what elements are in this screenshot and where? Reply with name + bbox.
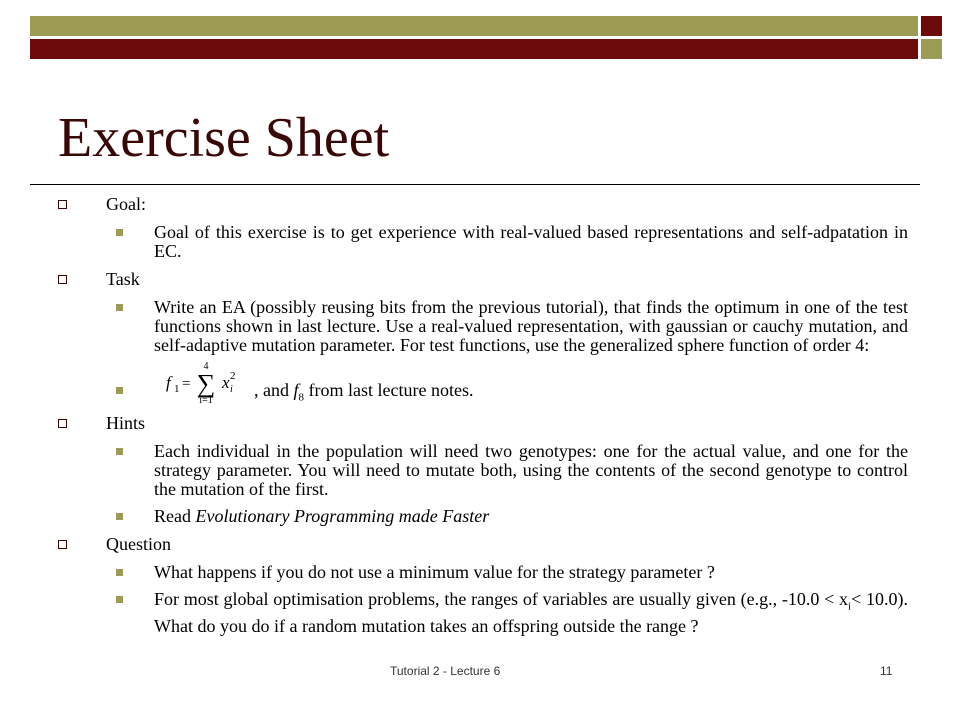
svg-text:2: 2 xyxy=(230,370,236,382)
svg-text:4: 4 xyxy=(203,361,209,372)
square-bullet-icon xyxy=(116,229,123,236)
sphere-function-formula xyxy=(166,361,248,403)
section-goal xyxy=(58,194,908,215)
header-square-olive xyxy=(921,39,942,59)
list-item: What happens if you do not use a minimum value for the strategy parameter ? xyxy=(58,563,908,582)
list-item: Write an EA (possibly reusing bits from the previous tutorial), that finds the optimum in one of the test functions shown in last lecture. Use a real-valued representation, with gaussian or cauchy mutation, and self-adaptive mutation parameter. For test functions, use the generalized sphere function of order 4: xyxy=(58,298,908,355)
section-task xyxy=(58,269,908,290)
page-number: 11 xyxy=(880,664,893,678)
list-item: Each individual in the population will need two genotypes: one for the actual value, and one for the strategy parameter. You will need to mutate both, using the contents of the second genotype to control the mutation of the first. xyxy=(58,442,908,499)
svg-text:x: x xyxy=(222,373,230,392)
square-bullet-icon xyxy=(116,513,123,520)
square-bullet-icon xyxy=(58,419,67,428)
footer-text: Tutorial 2 - Lecture 6 xyxy=(390,664,501,678)
list-item: Read Evolutionary Programming made Faster xyxy=(58,507,908,526)
square-bullet-icon xyxy=(116,569,123,576)
paper-title: Evolutionary Programming made Faster xyxy=(195,506,490,526)
section-question xyxy=(58,534,908,555)
svg-text:f: f xyxy=(166,373,171,392)
square-bullet-icon xyxy=(58,200,67,209)
section-hints xyxy=(58,413,908,434)
slide-title: Exercise Sheet xyxy=(58,107,390,169)
square-bullet-icon xyxy=(116,448,123,455)
slide-content xyxy=(58,194,908,644)
section-heading: Goal: xyxy=(106,194,146,214)
square-bullet-icon xyxy=(116,387,123,394)
list-item: For most global optimisation problems, the ranges of variables are usually given (e.g., $-10.0 < x_i< 10.0$). What do you do if a random mutation takes an offspring outside the range ? xyxy=(58,590,908,636)
svg-text:1: 1 xyxy=(174,383,180,395)
square-bullet-icon xyxy=(116,596,123,603)
title-divider xyxy=(30,184,920,185)
header-bar-red xyxy=(30,39,918,59)
square-bullet-icon xyxy=(116,304,123,311)
section-heading: Task xyxy=(106,269,140,289)
svg-text:=: = xyxy=(182,376,191,392)
svg-text:i=1: i=1 xyxy=(199,395,213,403)
svg-text:i: i xyxy=(230,384,233,395)
section-heading: Hints xyxy=(106,413,146,433)
square-bullet-icon xyxy=(58,540,67,549)
square-bullet-icon xyxy=(58,275,67,284)
header-square-red xyxy=(921,16,942,36)
formula-item xyxy=(58,363,908,405)
svg-text:∑: ∑ xyxy=(196,369,216,398)
list-item: Goal of this exercise is to get experience with real-valued based representations and self-adpatation in EC. xyxy=(58,223,908,261)
header-bar-olive xyxy=(30,16,918,36)
formula-caption: , and $f_8$ from last lecture notes. xyxy=(254,380,474,404)
section-heading: Question xyxy=(106,534,171,554)
